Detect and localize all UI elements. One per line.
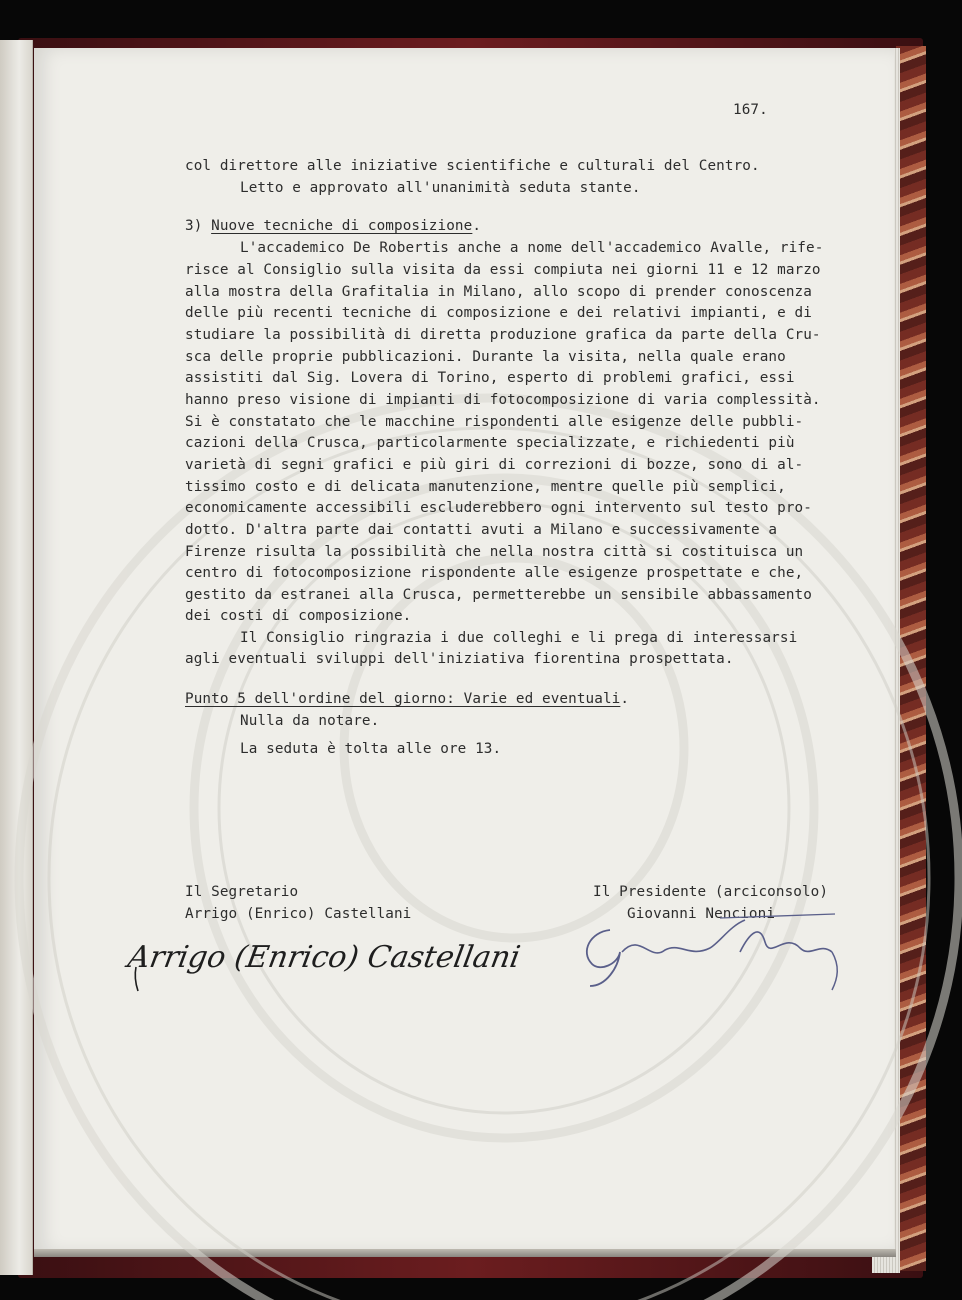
paragraph-line: varietà di segni grafici e più giri di correzioni di bozze, sono di al- [185, 457, 804, 473]
paragraph-line: assistiti dal Sig. Lovera di Torino, esperto di problemi grafici, essi [185, 370, 795, 386]
paragraph-line: tissimo costo e di delicata manutenzione, mentre quelle più semplici, [185, 479, 786, 495]
secretary-signature [125, 925, 523, 995]
paragraph-line: Firenze risulta la possibilità che nella nostra città si costituisca un [185, 544, 804, 560]
paragraph-line: gestito da estranei alla Crusca, permetterebbe un sensibile abbassamento [185, 587, 812, 603]
approval-line: Letto e approvato all'unanimità seduta stante. [240, 180, 641, 196]
paragraph-line: Il Consiglio ringrazia i due colleghi e li prega di interessarsi [240, 630, 798, 646]
page-number: 167. [733, 102, 768, 118]
svg-text:Arrigo (Enrico) Castellani: Arrigo (Enrico) Castellani [125, 940, 523, 975]
left-page-edge [0, 40, 33, 1275]
closing-line: La seduta è tolta alle ore 13. [240, 741, 502, 757]
paragraph-line: Si è constatato che le macchine rispondenti alle esigenze delle pubbli- [185, 414, 804, 430]
punto-5-note: Nulla da notare. [240, 713, 380, 729]
punto-5-period: . [620, 691, 630, 707]
president-signature [570, 912, 855, 994]
paragraph-line: agli eventuali sviluppi dell'iniziativa fiorentina prospettata. [185, 651, 734, 667]
section-number: 3) [185, 218, 212, 234]
section-title: Nuove tecniche di composizione [211, 218, 473, 234]
paragraph-line: cazioni della Crusca, particolarmente specializzate, e richiedenti più [185, 435, 795, 451]
paragraph-line: economicamente accessibili escluderebbero ogni intervento sul testo pro- [185, 500, 812, 516]
section-title-period: . [472, 218, 482, 234]
secretary-name: Arrigo (Enrico) Castellani [185, 906, 412, 922]
secretary-title: Il Segretario [185, 884, 299, 900]
president-name: Giovanni Nencioni [627, 906, 776, 922]
paragraph-line: hanno preso visione di impianti di fotocomposizione di varia complessità. [185, 392, 821, 408]
marbled-page-edge [896, 46, 926, 1271]
paragraph-line: delle più recenti tecniche di composizione e dei relativi impianti, e di [185, 305, 812, 321]
president-title: Il Presidente (arciconsolo) [593, 884, 829, 900]
paragraph-line: centro di fotocomposizione rispondente alle esigenze prospettate e che, [185, 565, 804, 581]
continuation-line: col direttore alle iniziative scientifiche e culturali del Centro. [185, 158, 760, 174]
punto-5-title: Punto 5 dell'ordine del giorno: Varie ed eventuali [185, 691, 621, 707]
paragraph-line: sca delle proprie pubblicazioni. Durante la visita, nella quale erano [185, 349, 786, 365]
punto-5-heading [185, 689, 629, 711]
paragraph-line: dei costi di composizione. [185, 608, 412, 624]
paragraph-line: studiare la possibilità di diretta produzione grafica da parte della Cru- [185, 327, 821, 343]
paragraph-line: risce al Consiglio sulla visita da essi compiuta nei giorni 11 e 12 marzo [185, 262, 821, 278]
page-bottom-shadow [34, 1249, 896, 1257]
paragraph-line: dotto. D'altra parte dai contatti avuti a Milano e successivamente a [185, 522, 778, 538]
paragraph-line: L'accademico De Robertis anche a nome dell'accademico Avalle, rife- [240, 240, 824, 256]
paragraph-line: alla mostra della Grafitalia in Milano, allo scopo di prender conoscenza [185, 284, 812, 300]
section-3-heading [185, 216, 481, 238]
